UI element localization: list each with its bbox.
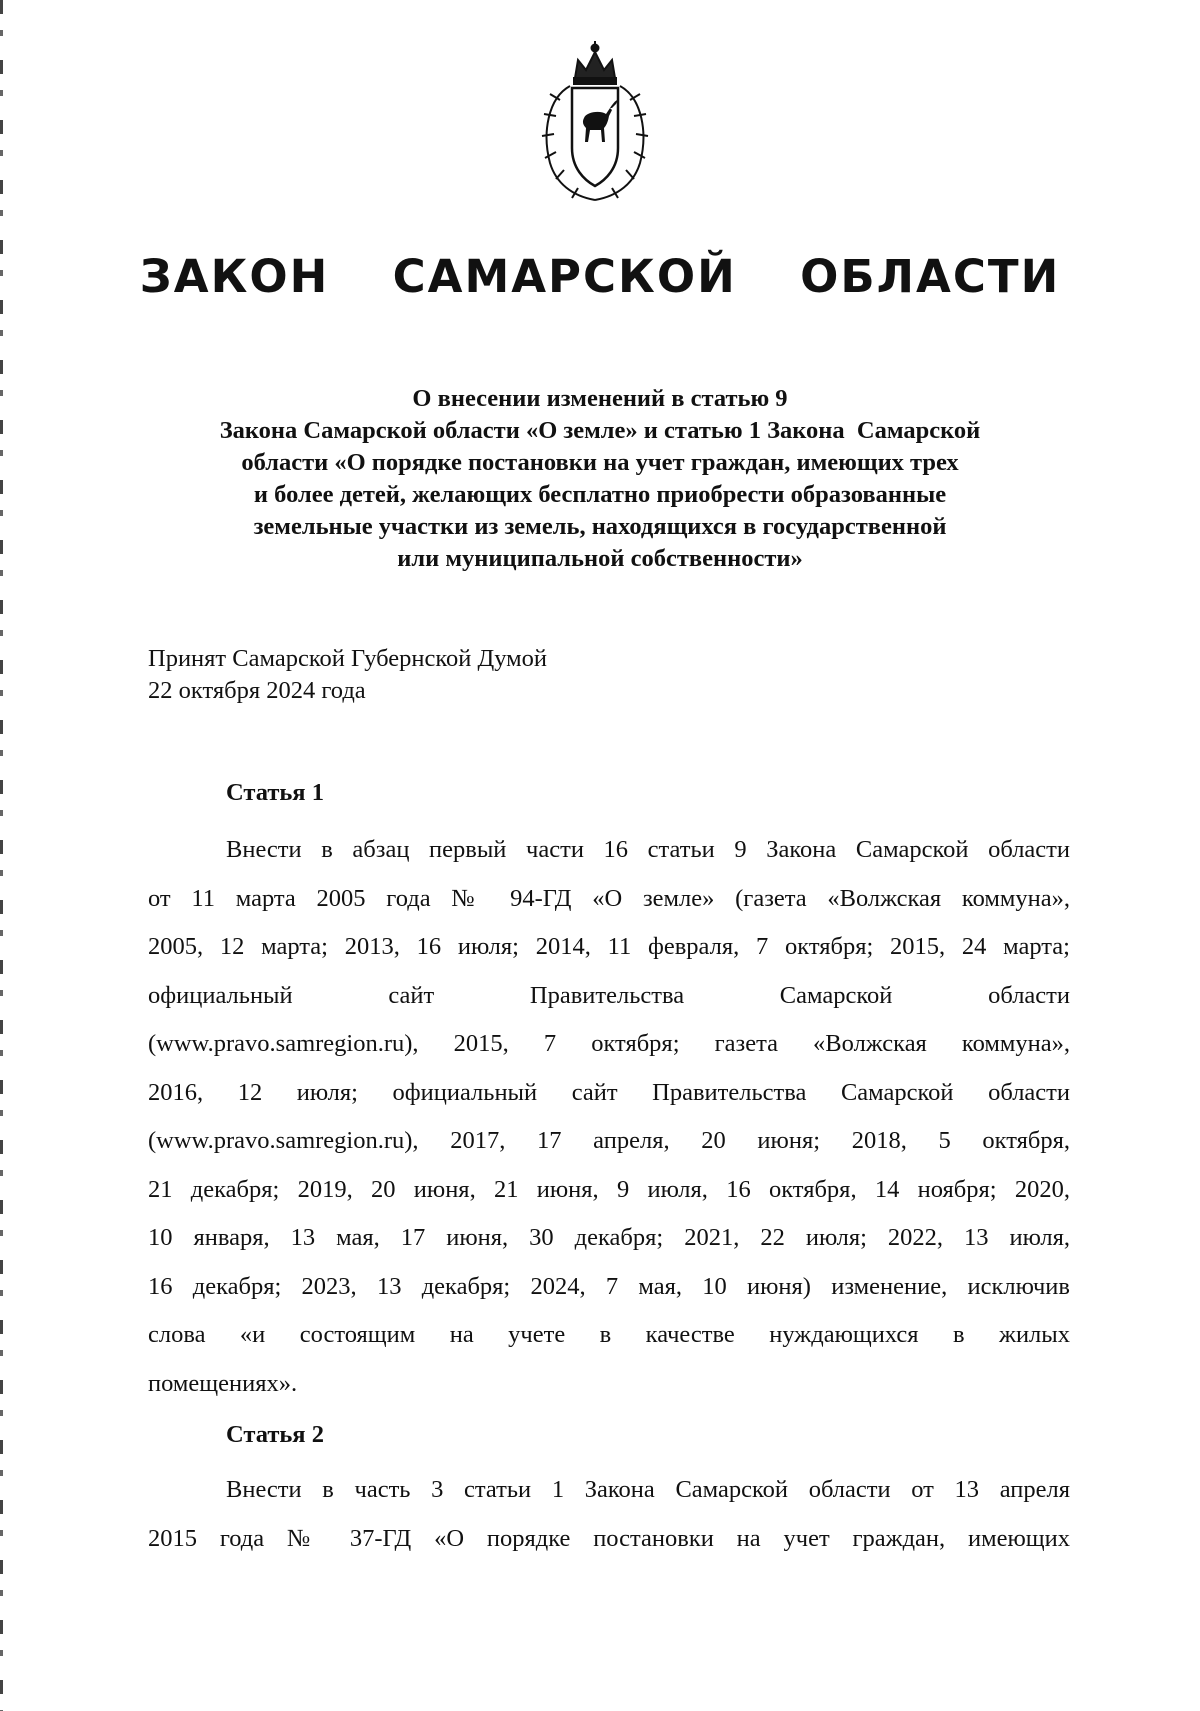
text-line: 2016, 12 июля; официальный сайт Правительства Самарской области — [148, 1078, 1070, 1106]
adoption-block — [148, 643, 547, 707]
subject-line: земельные участки из земель, находящихся в государственной — [253, 513, 947, 540]
law-title: ЗАКОН САМАРСКОЙ ОБЛАСТИ — [139, 250, 1061, 303]
text-line: Внести в абзац первый части 16 статьи 9 Закона Самарской области — [226, 836, 1070, 863]
adoption-date: 22 октября 2024 года — [148, 677, 366, 704]
subject-line: Закона Самарской области «О земле» и статью 1 Закона Самарской — [219, 417, 981, 444]
subject-line: О внесении изменений в статью 9 — [412, 385, 788, 412]
text-line: от 11 марта 2005 года № 94-ГД «О земле» (газета «Волжская коммуна», — [148, 884, 1070, 912]
adopted-by: Принят Самарской Губернской Думой — [148, 645, 548, 672]
text-line: 2005, 12 марта; 2013, 16 июля; 2014, 11 февраля, 7 октября; 2015, 24 марта; — [148, 933, 1070, 960]
law-subject-heading — [150, 383, 1050, 575]
text-line: (www.pravo.samregion.ru), 2017, 17 апреля, 20 июня; 2018, 5 октября, — [148, 1127, 1070, 1154]
article-2-heading: Статья 2 — [226, 1421, 324, 1448]
subject-line: и более детей, желающих бесплатно приобрести образованные — [253, 481, 947, 508]
article-2-text — [148, 1466, 1070, 1563]
text-line: (www.pravo.samregion.ru), 2015, 7 октября; газета «Волжская коммуна», — [148, 1030, 1070, 1057]
text-line: слова «и состоящим на учете в качестве нуждающихся в жилых — [148, 1321, 1070, 1348]
coat-of-arms-emblem — [520, 38, 670, 208]
text-line: 10 января, 13 мая, 17 июня, 30 декабря; 2021, 22 июля; 2022, 13 июля, — [148, 1224, 1070, 1251]
article-1-text — [148, 826, 1070, 1408]
text-line: официальный сайт Правительства Самарской области — [148, 981, 1070, 1009]
text-line: помещениях». — [148, 1369, 298, 1397]
text-line: 16 декабря; 2023, 13 декабря; 2024, 7 мая, 10 июня) изменение, исключив — [148, 1272, 1070, 1300]
text-line: 21 декабря; 2019, 20 июня, 21 июня, 9 июля, 16 октября, 14 ноября; 2020, — [148, 1175, 1070, 1203]
text-line: 2015 года № 37-ГД «О порядке постановки на учет граждан, имеющих — [148, 1524, 1070, 1552]
subject-line: области «О порядке постановки на учет граждан, имеющих трех — [241, 449, 959, 476]
article-1-heading: Статья 1 — [226, 779, 324, 806]
text-line: Внести в часть 3 статьи 1 Закона Самарской области от 13 апреля — [226, 1476, 1070, 1503]
subject-line: или муниципальной собственности» — [397, 545, 803, 572]
